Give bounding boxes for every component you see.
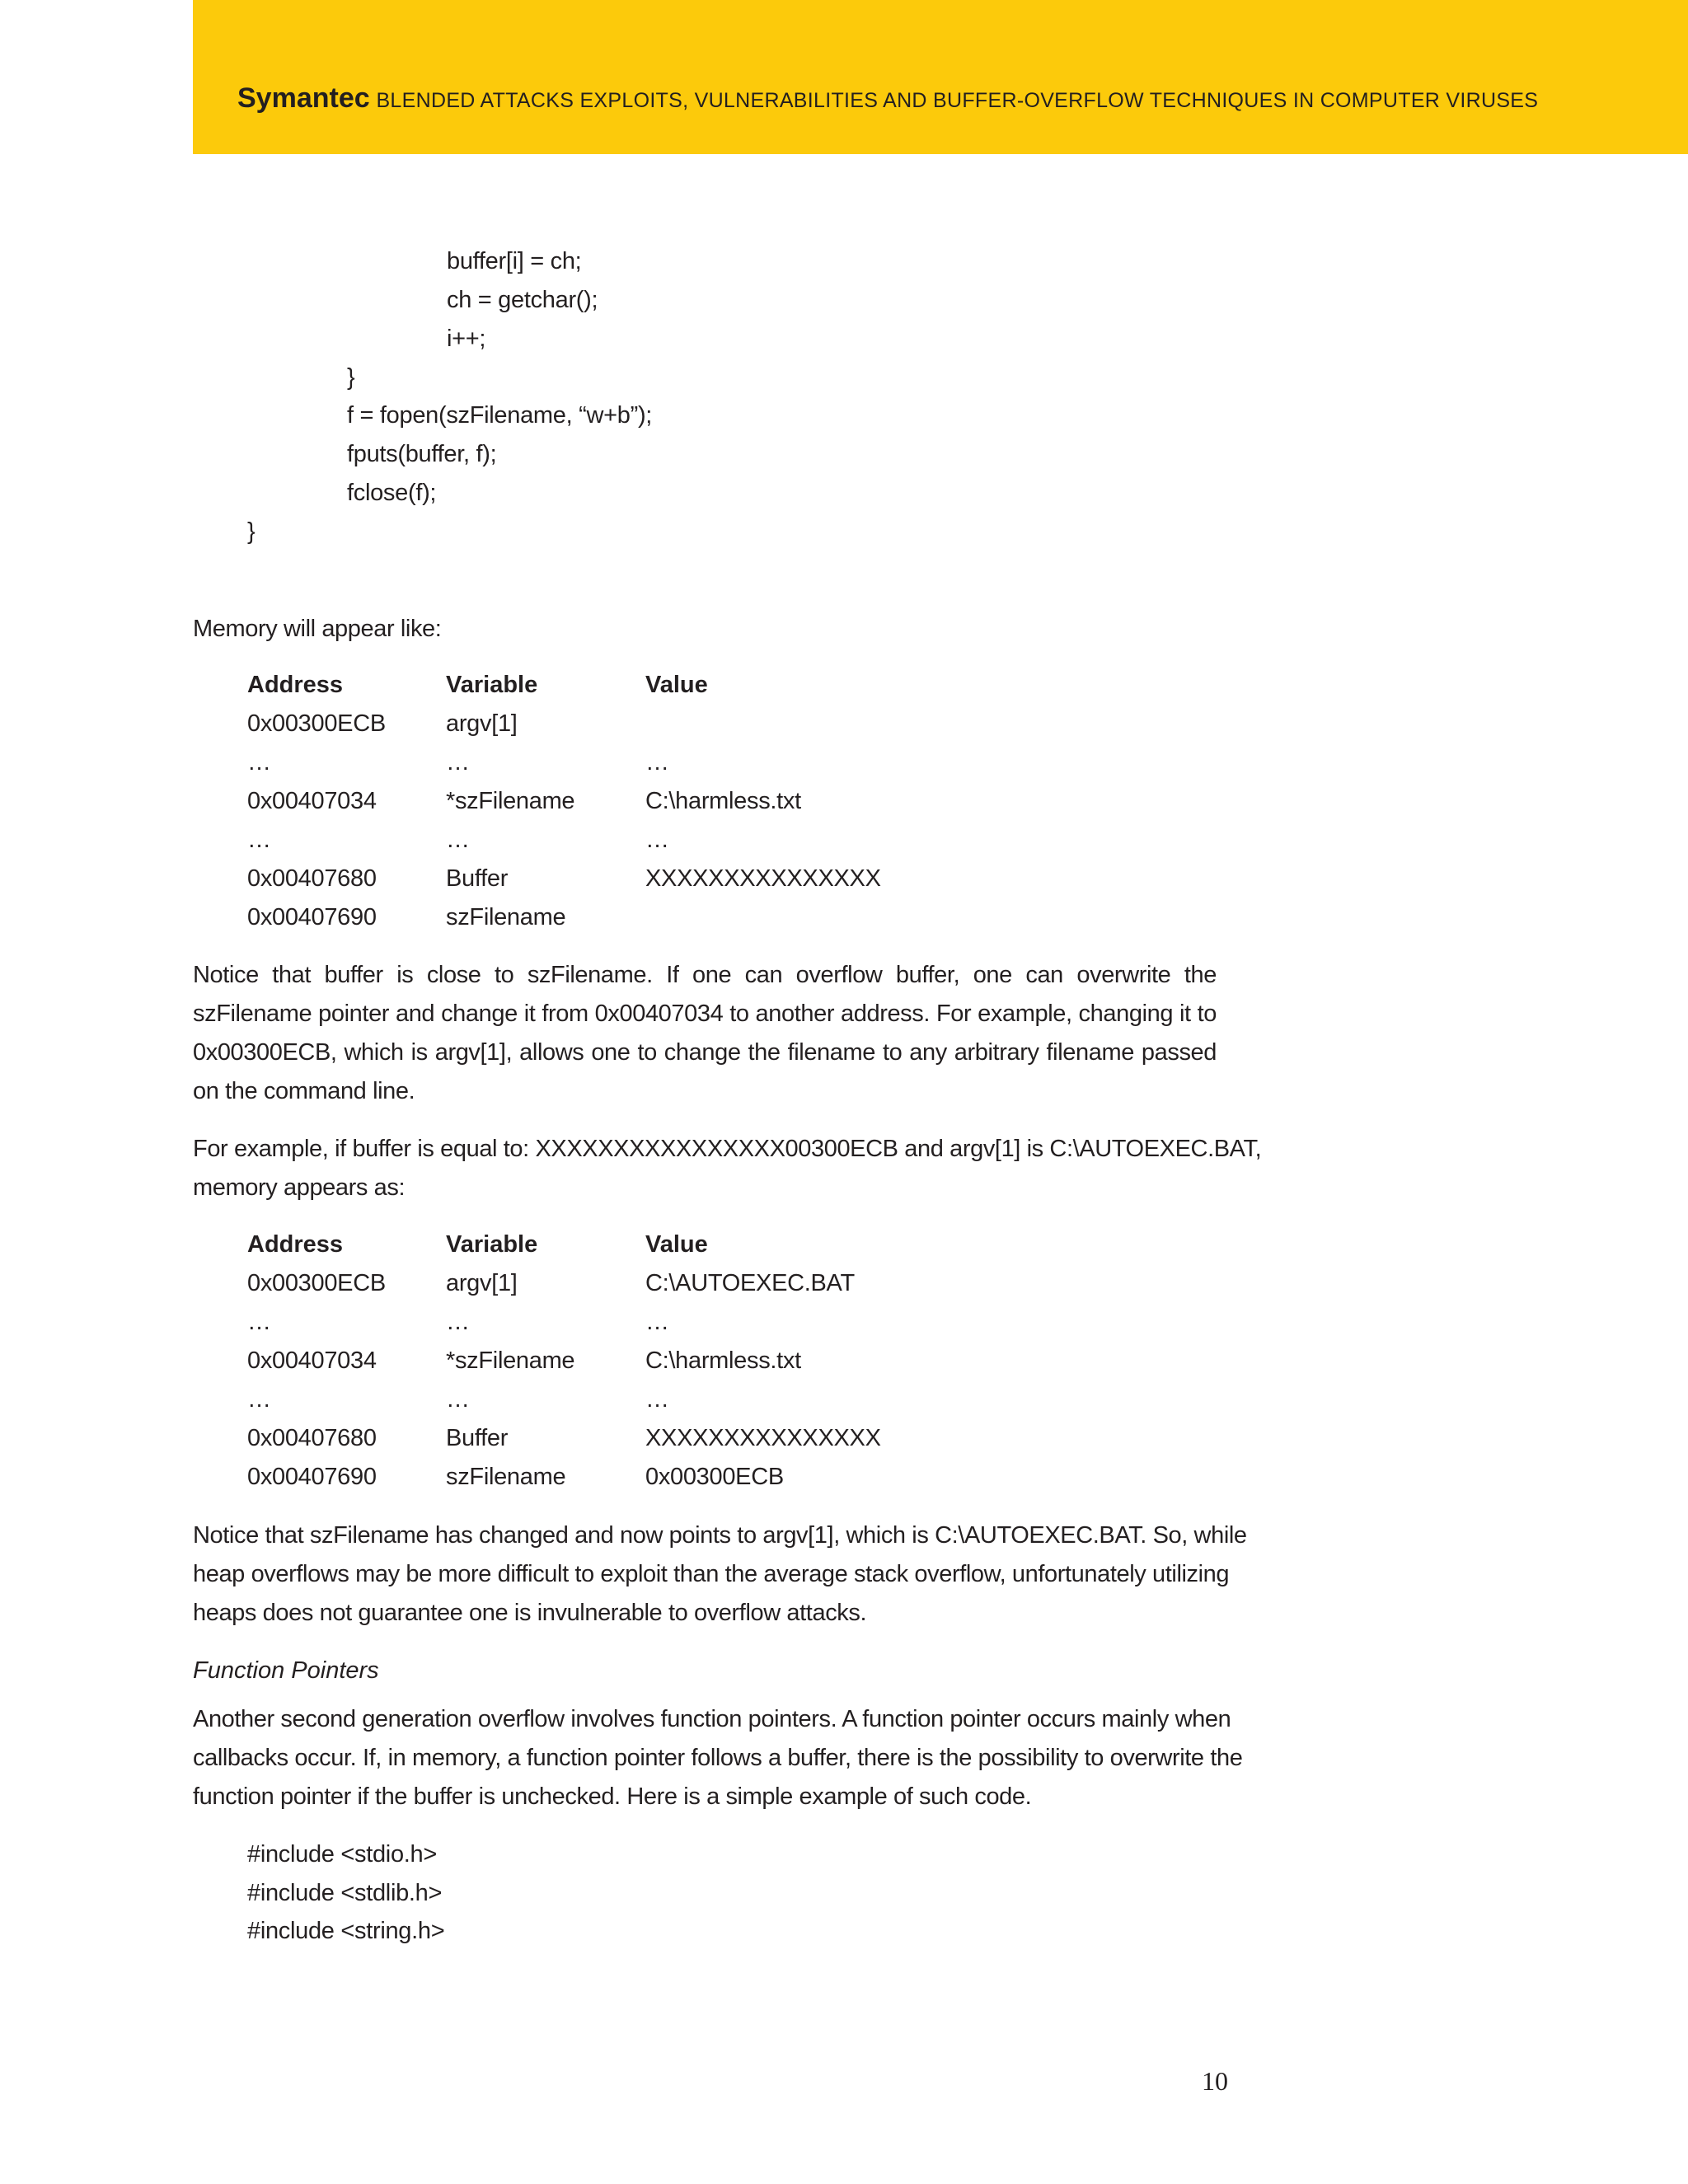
table-row: [247, 782, 907, 821]
table-row: [247, 1419, 907, 1458]
address-cell: 0x00300ECB: [247, 710, 386, 737]
table-row: [247, 1303, 907, 1342]
value-cell: XXXXXXXXXXXXXXX: [645, 1425, 881, 1451]
code-line: ch = getchar();: [447, 287, 598, 313]
table-row: [247, 860, 907, 898]
code-line: i++;: [447, 326, 486, 352]
code-line: f = fopen(szFilename, “w+b”);: [347, 402, 653, 429]
value-cell: C:\harmless.txt: [645, 1347, 801, 1374]
value-cell: C:\AUTOEXEC.BAT: [645, 1270, 855, 1296]
variable-cell: …: [446, 1386, 470, 1413]
paragraph-example-line: memory appears as:: [193, 1174, 406, 1201]
address-cell: …: [247, 749, 271, 776]
value-cell: C:\harmless.txt: [645, 788, 801, 814]
column-header-variable: Variable: [446, 1231, 538, 1258]
column-header-value: Value: [645, 672, 708, 698]
address-cell: 0x00300ECB: [247, 1270, 386, 1296]
address-cell: 0x00407690: [247, 1464, 377, 1490]
code-line: fclose(f);: [347, 480, 437, 506]
table-row: [247, 1380, 907, 1419]
code-line: #include <stdio.h>: [247, 1841, 437, 1868]
paragraph-example-line: For example, if buffer is equal to: XXXXXXXXXXXXXXXX00300ECB and argv[1] is C:\AUTOEXEC.BAT,: [193, 1136, 1262, 1162]
column-header-address: Address: [247, 1231, 344, 1258]
header-band: [193, 0, 1688, 154]
paragraph-line: function pointer if the buffer is unchecked. Here is a simple example of such code.: [193, 1783, 1032, 1810]
paragraph-line: Notice that szFilename has changed and now points to argv[1], which is C:\AUTOEXEC.BAT. So, while: [193, 1522, 1247, 1549]
value-cell: …: [645, 749, 669, 776]
variable-cell: argv[1]: [446, 710, 518, 737]
code-line: fputs(buffer, f);: [347, 441, 497, 467]
column-header-variable: Variable: [446, 672, 538, 698]
memory-table-2: [247, 1226, 907, 1497]
code-line: }: [247, 518, 256, 545]
table-row: [247, 1342, 907, 1380]
value-cell: 0x00300ECB: [645, 1464, 784, 1490]
variable-cell: …: [446, 749, 470, 776]
value-cell: XXXXXXXXXXXXXXX: [645, 865, 881, 892]
paragraph-line: Another second generation overflow involves function pointers. A function pointer occurs mainly when: [193, 1706, 1231, 1732]
paragraph-line: callbacks occur. If, in memory, a function pointer follows a buffer, there is the possibility to overwrite the: [193, 1745, 1243, 1771]
code-line: #include <stdlib.h>: [247, 1880, 443, 1906]
value-cell: …: [645, 827, 669, 853]
variable-cell: *szFilename: [446, 1347, 575, 1374]
memory-table-1: [247, 666, 907, 937]
table-header-row: [247, 666, 907, 705]
value-cell: …: [645, 1386, 669, 1413]
variable-cell: Buffer: [446, 1425, 509, 1451]
address-cell: …: [247, 1386, 271, 1413]
address-cell: 0x00407690: [247, 904, 377, 930]
variable-cell: Buffer: [446, 865, 509, 892]
table-row: [247, 821, 907, 860]
variable-cell: *szFilename: [446, 788, 575, 814]
running-header: [237, 84, 1538, 112]
code-line: }: [347, 364, 355, 391]
variable-cell: argv[1]: [446, 1270, 518, 1296]
brand-name: Symantec: [237, 82, 370, 114]
subheading-function-pointers: Function Pointers: [193, 1657, 379, 1684]
address-cell: 0x00407680: [247, 865, 377, 892]
table-row: [247, 743, 907, 782]
variable-cell: …: [446, 827, 470, 853]
column-header-address: Address: [247, 672, 344, 698]
table-row: [247, 705, 907, 743]
memory-intro: Memory will appear like:: [193, 616, 442, 642]
value-cell: …: [645, 1309, 669, 1335]
paragraph-buffer-overflow-explanation: Notice that buffer is close to szFilename. If one can overflow buffer, one can overwrite the szFilename pointer and change it from 0x00407034 to another address. For example, changing it to 0x00300ECB, which is argv[1], allows one to change the filename to any arbitrary filename passed on the command line.: [193, 962, 1217, 1104]
address-cell: …: [247, 1309, 271, 1335]
table-row: [247, 898, 907, 937]
page-number: 10: [1202, 2066, 1228, 2096]
address-cell: 0x00407034: [247, 788, 377, 814]
table-row: [247, 1458, 907, 1497]
column-header-value: Value: [645, 1231, 708, 1258]
paragraph-line: heaps does not guarantee one is invulnerable to overflow attacks.: [193, 1600, 867, 1626]
table-header-row: [247, 1226, 907, 1264]
variable-cell: szFilename: [446, 1464, 566, 1490]
table-row: [247, 1264, 907, 1303]
paragraph-line: heap overflows may be more difficult to exploit than the average stack overflow, unfortunately utilizing: [193, 1561, 1230, 1587]
variable-cell: szFilename: [446, 904, 566, 930]
code-line: #include <string.h>: [247, 1918, 445, 1944]
document-title: BLENDED ATTACKS EXPLOITS, VULNERABILITIES AND BUFFER-OVERFLOW TECHNIQUES IN COMPUTER VIRUSES: [376, 89, 1539, 112]
code-line: buffer[i] = ch;: [447, 248, 582, 274]
address-cell: 0x00407034: [247, 1347, 377, 1374]
address-cell: 0x00407680: [247, 1425, 377, 1451]
variable-cell: …: [446, 1309, 470, 1335]
address-cell: …: [247, 827, 271, 853]
